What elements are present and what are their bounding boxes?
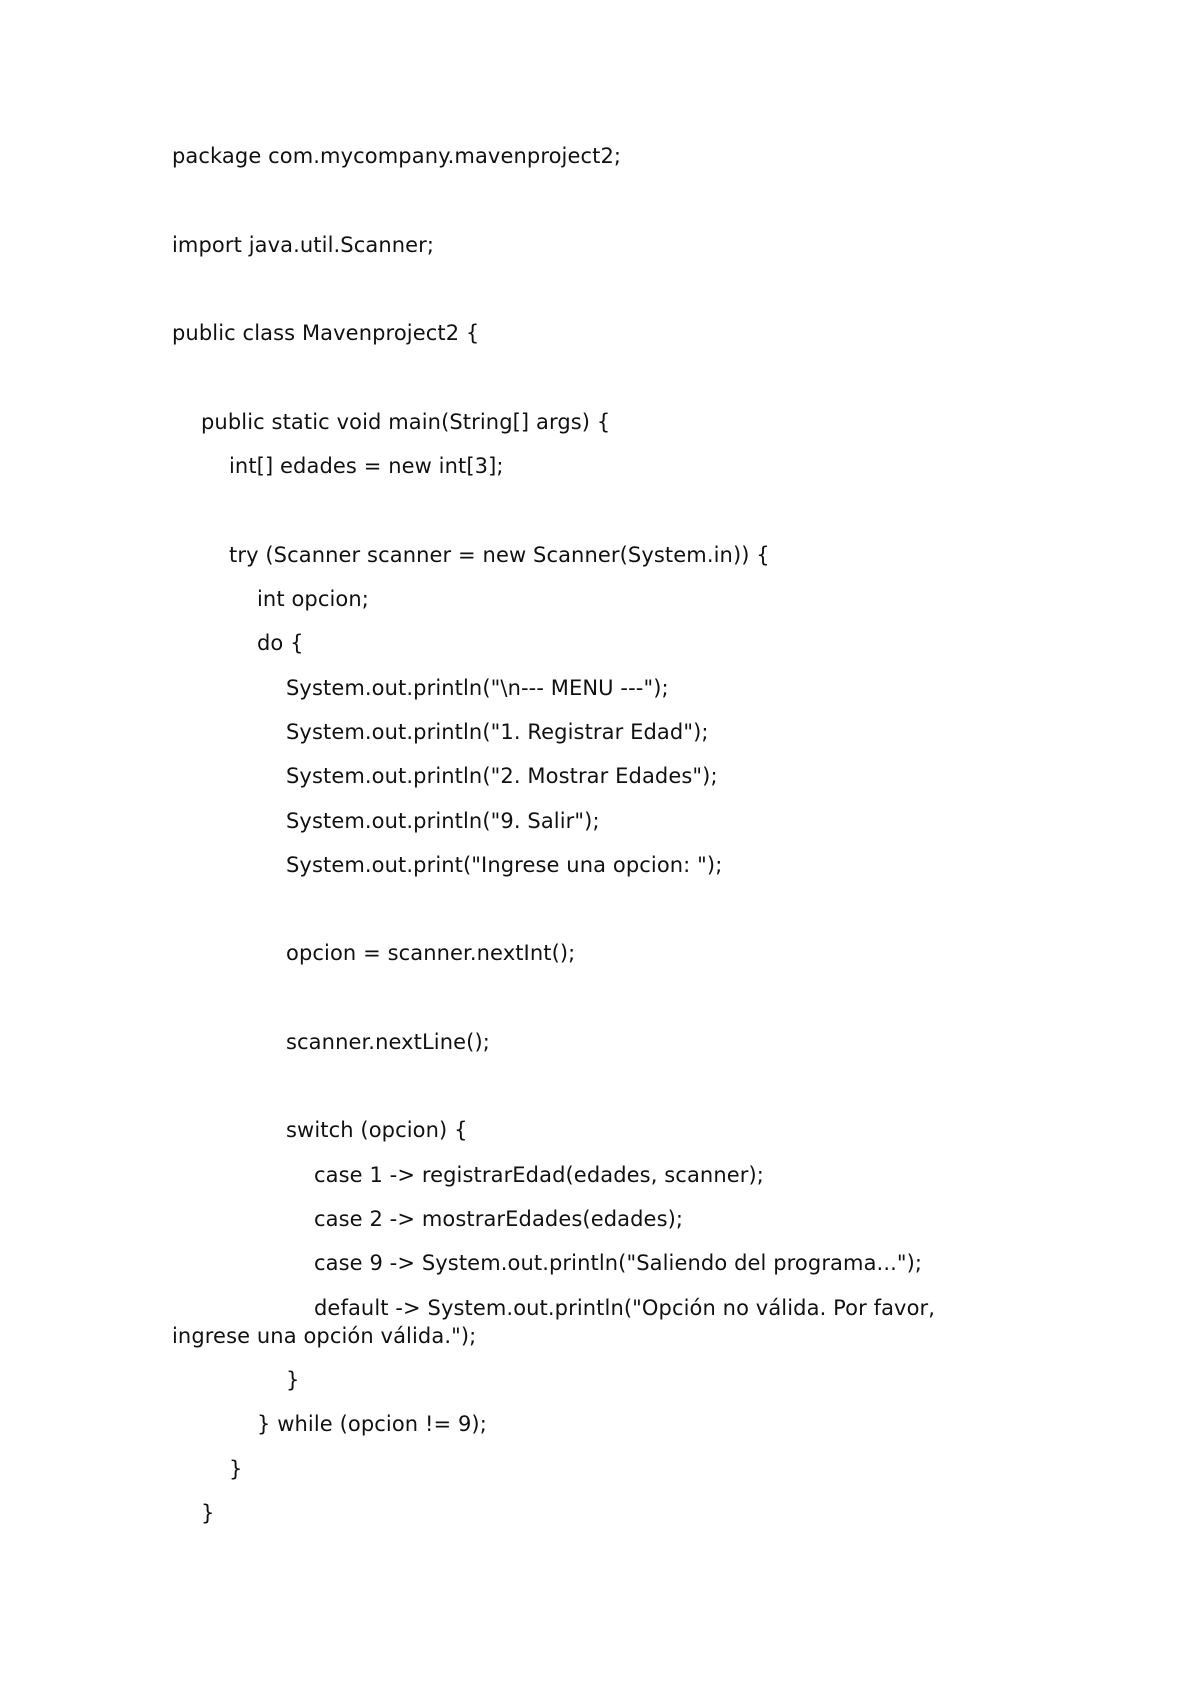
code-line: } — [201, 1501, 215, 1525]
code-line: package com.mycompany.mavenproject2; — [172, 144, 622, 168]
code-line: System.out.println("1. Registrar Edad"); — [286, 720, 709, 744]
code-line: opcion = scanner.nextInt(); — [286, 941, 576, 965]
code-line: case 9 -> System.out.println("Saliendo del programa..."); — [314, 1251, 923, 1275]
code-line: System.out.print("Ingrese una opcion: "); — [286, 853, 723, 877]
code-line: public class Mavenproject2 { — [172, 321, 480, 345]
code-line: scanner.nextLine(); — [286, 1030, 490, 1054]
code-line: } while (opcion != 9); — [257, 1412, 487, 1436]
code-line: ingrese una opción válida."); — [172, 1324, 477, 1348]
code-line: default -> System.out.println("Opción no válida. Por favor, — [314, 1296, 936, 1320]
code-line: System.out.println("2. Mostrar Edades"); — [286, 764, 718, 788]
code-line: public static void main(String[] args) { — [201, 410, 611, 434]
code-line: try (Scanner scanner = new Scanner(System.in)) { — [229, 543, 770, 567]
code-line: int opcion; — [257, 587, 369, 611]
code-line: System.out.println("9. Salir"); — [286, 809, 600, 833]
code-block — [172, 142, 1072, 1542]
code-line: do { — [257, 631, 304, 655]
code-line: } — [229, 1457, 243, 1481]
code-line: case 1 -> registrarEdad(edades, scanner); — [314, 1163, 764, 1187]
code-line: System.out.println("\n--- MENU ---"); — [286, 676, 669, 700]
code-line: case 2 -> mostrarEdades(edades); — [314, 1207, 684, 1231]
code-line: int[] edades = new int[3]; — [229, 454, 504, 478]
code-line: switch (opcion) { — [286, 1118, 468, 1142]
code-line: import java.util.Scanner; — [172, 233, 435, 257]
code-line: } — [286, 1368, 300, 1392]
